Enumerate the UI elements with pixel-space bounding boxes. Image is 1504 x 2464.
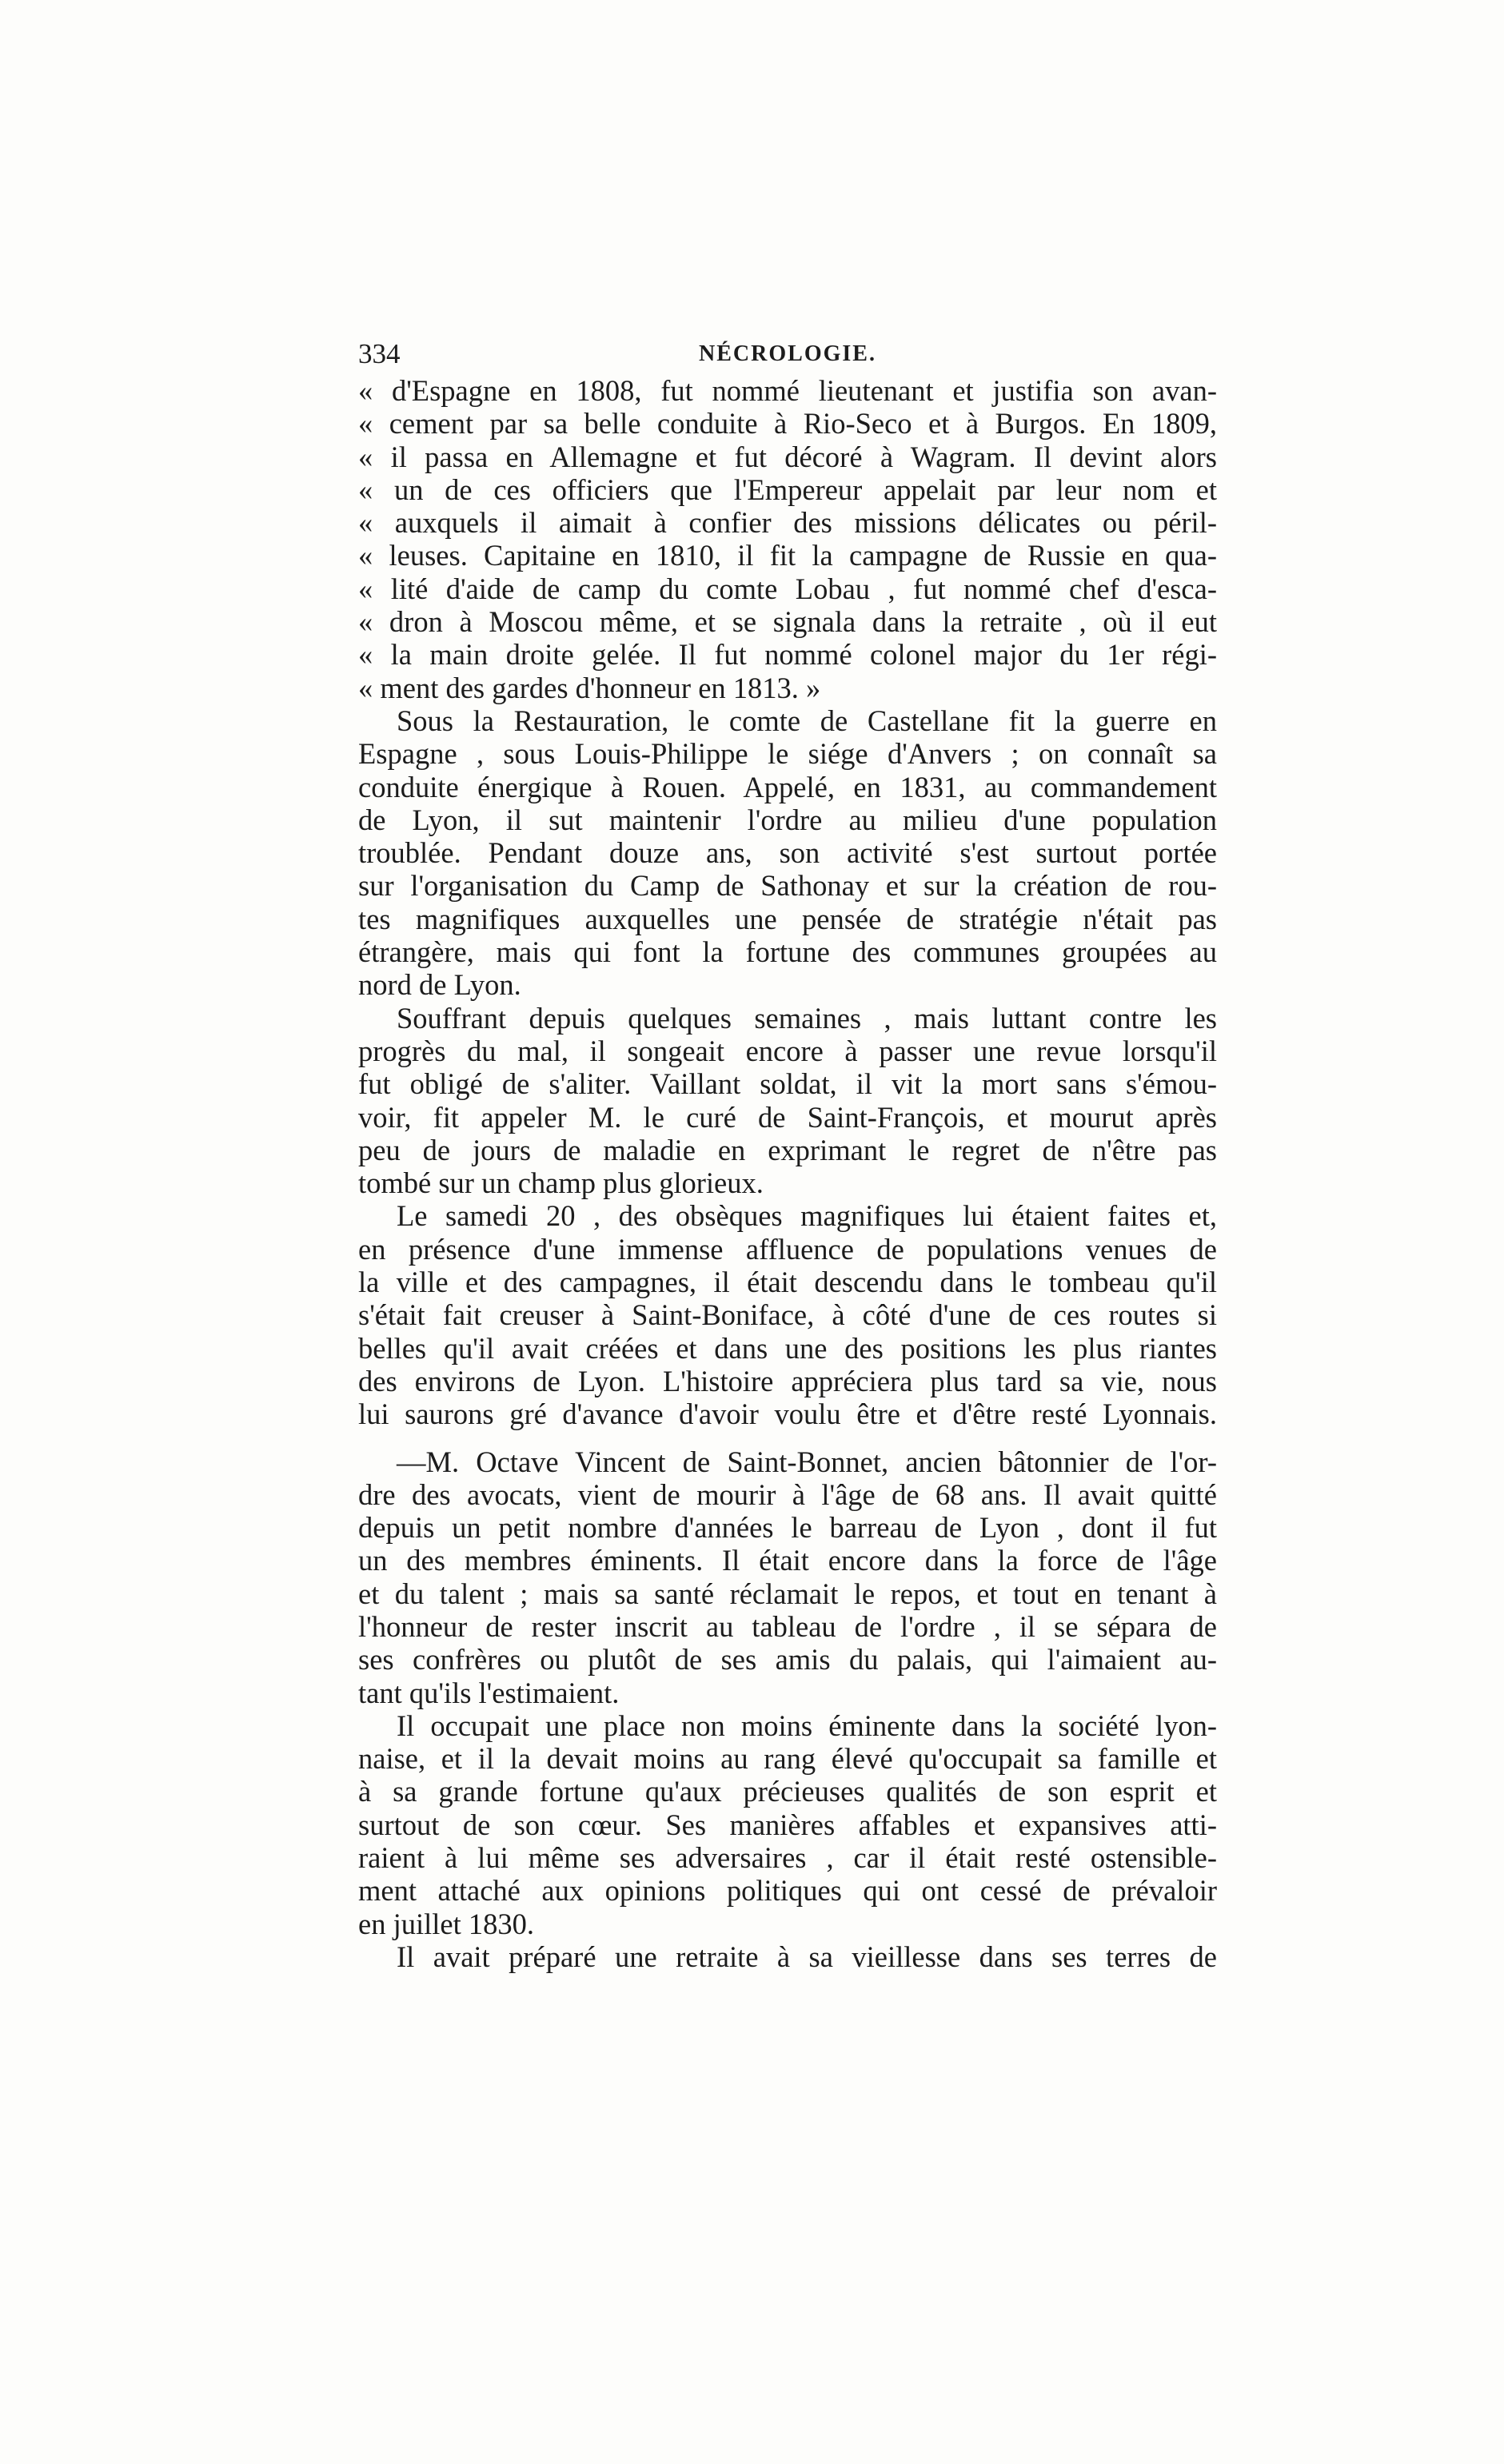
body-text <box>358 374 1217 1973</box>
text-line: dre des avocats, vient de mourir à l'âge de 68 ans. Il avait quitté <box>358 1477 1217 1511</box>
text-line: —M. Octave Vincent de Saint-Bonnet, ancien bâtonnier de l'or- <box>397 1445 1217 1478</box>
text-line: Souffrant depuis quelques semaines , mais luttant contre les <box>397 1001 1217 1035</box>
text-line: conduite énergique à Rouen. Appelé, en 1831, au commandement <box>358 770 1217 803</box>
text-line: en juillet 1830. <box>358 1907 534 1940</box>
text-line: « ment des gardes d'honneur en 1813. » <box>358 671 821 704</box>
text-line: voir, fit appeler M. le curé de Saint-François, et mourut après <box>358 1100 1217 1134</box>
text-line: ses confrères ou plutôt de ses amis du palais, qui l'aimaient au- <box>358 1643 1217 1677</box>
text-line: fut obligé de s'aliter. Vaillant soldat, il vit la mort sans s'émou- <box>358 1067 1217 1101</box>
text-line: tes magnifiques auxquelles une pensée de stratégie n'était pas <box>358 902 1217 935</box>
text-line: belles qu'il avait créées et dans une des positions les plus riantes <box>358 1331 1217 1365</box>
text-line: peu de jours de maladie en exprimant le regret de n'être pas <box>358 1133 1217 1166</box>
text-line: raient à lui même ses adversaires , car il était resté ostensible- <box>358 1841 1217 1875</box>
text-line: à sa grande fortune qu'aux précieuses qualités de son esprit et <box>358 1775 1217 1808</box>
text-line: en présence d'une immense affluence de populations venues de <box>358 1232 1217 1266</box>
text-line: surtout de son cœur. Ses manières affables et expansives atti- <box>358 1808 1217 1841</box>
text-line: s'était fait creuser à Saint-Boniface, à côté d'une de ces routes si <box>358 1298 1217 1332</box>
text-line: Le samedi 20 , des obsèques magnifiques lui étaient faites et, <box>397 1199 1217 1233</box>
text-line: de Lyon, il sut maintenir l'ordre au milieu d'une population <box>358 803 1217 836</box>
text-line: sur l'organisation du Camp de Sathonay et sur la création de rou- <box>358 869 1217 903</box>
text-line: Il occupait une place non moins éminente dans la société lyon- <box>397 1708 1217 1742</box>
text-line: nord de Lyon. <box>358 968 521 1002</box>
text-line: et du talent ; mais sa santé réclamait le repos, et tout en tenant à <box>358 1577 1217 1610</box>
text-line: lui saurons gré d'avance d'avoir voulu être et d'être resté Lyonnais. <box>358 1397 1217 1431</box>
text-line: progrès du mal, il songeait encore à passer une revue lorsqu'il <box>358 1034 1217 1067</box>
text-line: depuis un petit nombre d'années le barreau de Lyon , dont il fut <box>358 1511 1217 1545</box>
text-line: des environs de Lyon. L'histoire appréciera plus tard sa vie, nous <box>358 1364 1217 1397</box>
text-line: tombé sur un champ plus glorieux. <box>358 1166 764 1200</box>
page <box>358 334 1217 1973</box>
text-line: Espagne , sous Louis-Philippe le siége d'Anvers ; on connaît sa <box>358 737 1217 771</box>
text-line: « il passa en Allemagne et fut décoré à Wagram. Il devint alors <box>358 440 1217 473</box>
running-title: NÉCROLOGIE. <box>699 341 876 366</box>
text-line: Il avait préparé une retraite à sa vieillesse dans ses terres de <box>397 1940 1217 1973</box>
text-line: la ville et des campagnes, il était descendu dans le tombeau qu'il <box>358 1266 1217 1299</box>
section-gap <box>358 1431 1217 1445</box>
page-number: 334 <box>358 338 401 369</box>
text-line: « dron à Moscou même, et se signala dans la retraite , où il eut <box>358 605 1217 639</box>
page-header <box>358 334 1217 374</box>
text-line: « la main droite gelée. Il fut nommé colonel major du 1er régi- <box>358 638 1217 672</box>
text-line: troublée. Pendant douze ans, son activité s'est surtout portée <box>358 836 1217 870</box>
text-line: « un de ces officiers que l'Empereur appelait par leur nom et <box>358 472 1217 506</box>
text-line: naise, et il la devait moins au rang élevé qu'occupait sa famille et <box>358 1742 1217 1776</box>
text-line: l'honneur de rester inscrit au tableau de l'ordre , il se sépara de <box>358 1609 1217 1643</box>
text-line: ment attaché aux opinions politiques qui ont cessé de prévaloir <box>358 1874 1217 1908</box>
text-line: « leuses. Capitaine en 1810, il fit la campagne de Russie en qua- <box>358 539 1217 572</box>
text-line: un des membres éminents. Il était encore dans la force de l'âge <box>358 1544 1217 1577</box>
text-line: « lité d'aide de camp du comte Lobau , fut nommé chef d'esca- <box>358 572 1217 605</box>
text-line: « auxquels il aimait à confier des missions délicates ou péril- <box>358 506 1217 540</box>
text-line: Sous la Restauration, le comte de Castellane fit la guerre en <box>397 704 1217 737</box>
text-line: « d'Espagne en 1808, fut nommé lieutenant et justifia son avan- <box>358 374 1217 407</box>
text-line: tant qu'ils l'estimaient. <box>358 1676 620 1709</box>
text-line: « cement par sa belle conduite à Rio-Seco et à Burgos. En 1809, <box>358 407 1217 441</box>
text-line: étrangère, mais qui font la fortune des communes groupées au <box>358 935 1217 969</box>
